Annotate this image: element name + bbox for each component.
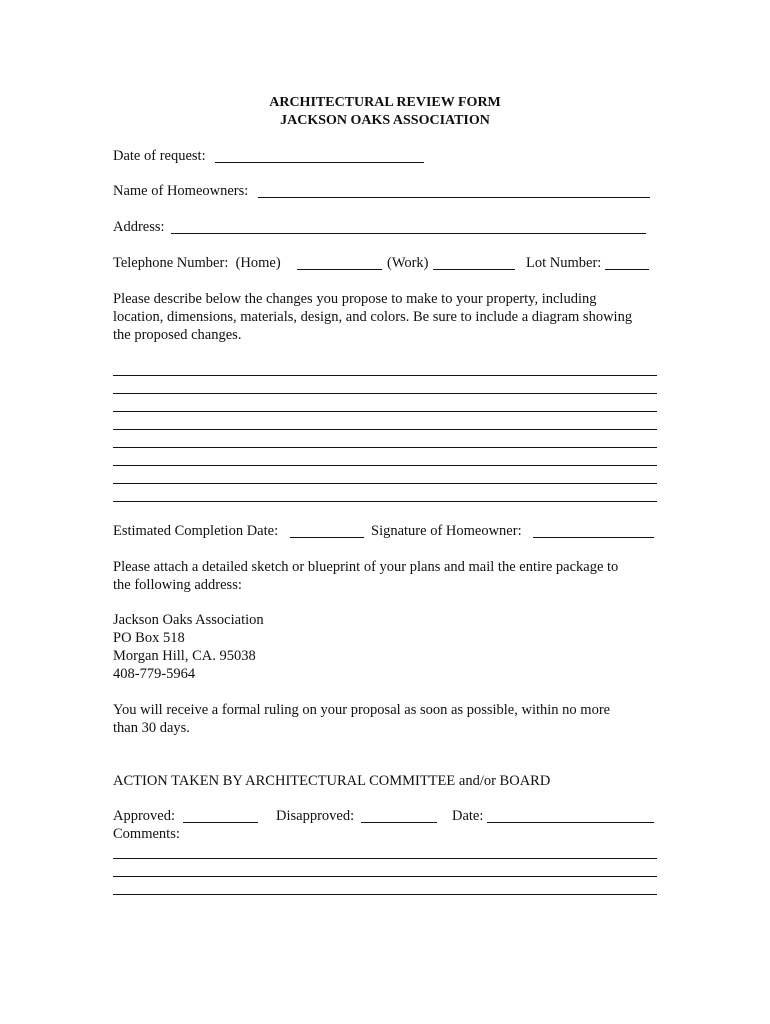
description-line-3: the proposed changes.: [113, 327, 242, 343]
ruling-line-2: than 30 days.: [113, 720, 190, 736]
committee-date-label: Date:: [452, 808, 484, 824]
home-phone-field[interactable]: [297, 269, 382, 270]
completion-date-field[interactable]: [290, 537, 364, 538]
description-writing-line[interactable]: [113, 429, 657, 430]
form-title: ARCHITECTURAL REVIEW FORM: [269, 95, 501, 110]
address-phone: 408-779-5964: [113, 666, 196, 682]
telephone-label: Telephone Number: (Home): [113, 255, 281, 271]
attach-line-2: the following address:: [113, 577, 242, 593]
description-writing-line[interactable]: [113, 447, 657, 448]
attach-line-1: Please attach a detailed sketch or blueprint of your plans and mail the entire package to: [113, 559, 619, 575]
address-field[interactable]: [171, 233, 646, 234]
address-city: Morgan Hill, CA. 95038: [113, 648, 256, 664]
description-writing-line[interactable]: [113, 411, 657, 412]
disapproved-label: Disapproved:: [276, 808, 355, 824]
lot-number-label: Lot Number:: [526, 255, 602, 271]
approved-label: Approved:: [113, 808, 176, 824]
date-of-request-label: Date of request:: [113, 148, 206, 164]
homeowners-field[interactable]: [258, 197, 650, 198]
comments-writing-line[interactable]: [113, 876, 657, 877]
disapproved-field[interactable]: [361, 822, 437, 823]
address-po-box: PO Box 518: [113, 630, 185, 646]
work-phone-label: (Work): [387, 255, 429, 271]
description-line-2: location, dimensions, materials, design, and colors. Be sure to include a diagram showing: [113, 309, 633, 325]
committee-date-field[interactable]: [487, 822, 654, 823]
approved-field[interactable]: [183, 822, 258, 823]
address-name: Jackson Oaks Association: [113, 612, 264, 628]
lot-number-field[interactable]: [605, 269, 649, 270]
date-of-request-field[interactable]: [215, 162, 424, 163]
signature-label: Signature of Homeowner:: [371, 523, 522, 539]
completion-date-label: Estimated Completion Date:: [113, 523, 279, 539]
comments-label: Comments:: [113, 826, 180, 842]
committee-heading: ACTION TAKEN BY ARCHITECTURAL COMMITTEE and/or BOARD: [113, 773, 551, 789]
association-title: JACKSON OAKS ASSOCIATION: [280, 113, 490, 128]
description-writing-line[interactable]: [113, 465, 657, 466]
comments-writing-line[interactable]: [113, 894, 657, 895]
address-label: Address:: [113, 219, 165, 235]
description-writing-line[interactable]: [113, 393, 657, 394]
description-line-1: Please describe below the changes you propose to make to your property, including: [113, 291, 597, 307]
description-writing-line[interactable]: [113, 483, 657, 484]
signature-field[interactable]: [533, 537, 654, 538]
work-phone-field[interactable]: [433, 269, 515, 270]
description-writing-line[interactable]: [113, 501, 657, 502]
description-writing-line[interactable]: [113, 375, 657, 376]
ruling-line-1: You will receive a formal ruling on your proposal as soon as possible, within no more: [113, 702, 611, 718]
homeowners-label: Name of Homeowners:: [113, 183, 249, 199]
comments-writing-line[interactable]: [113, 858, 657, 859]
